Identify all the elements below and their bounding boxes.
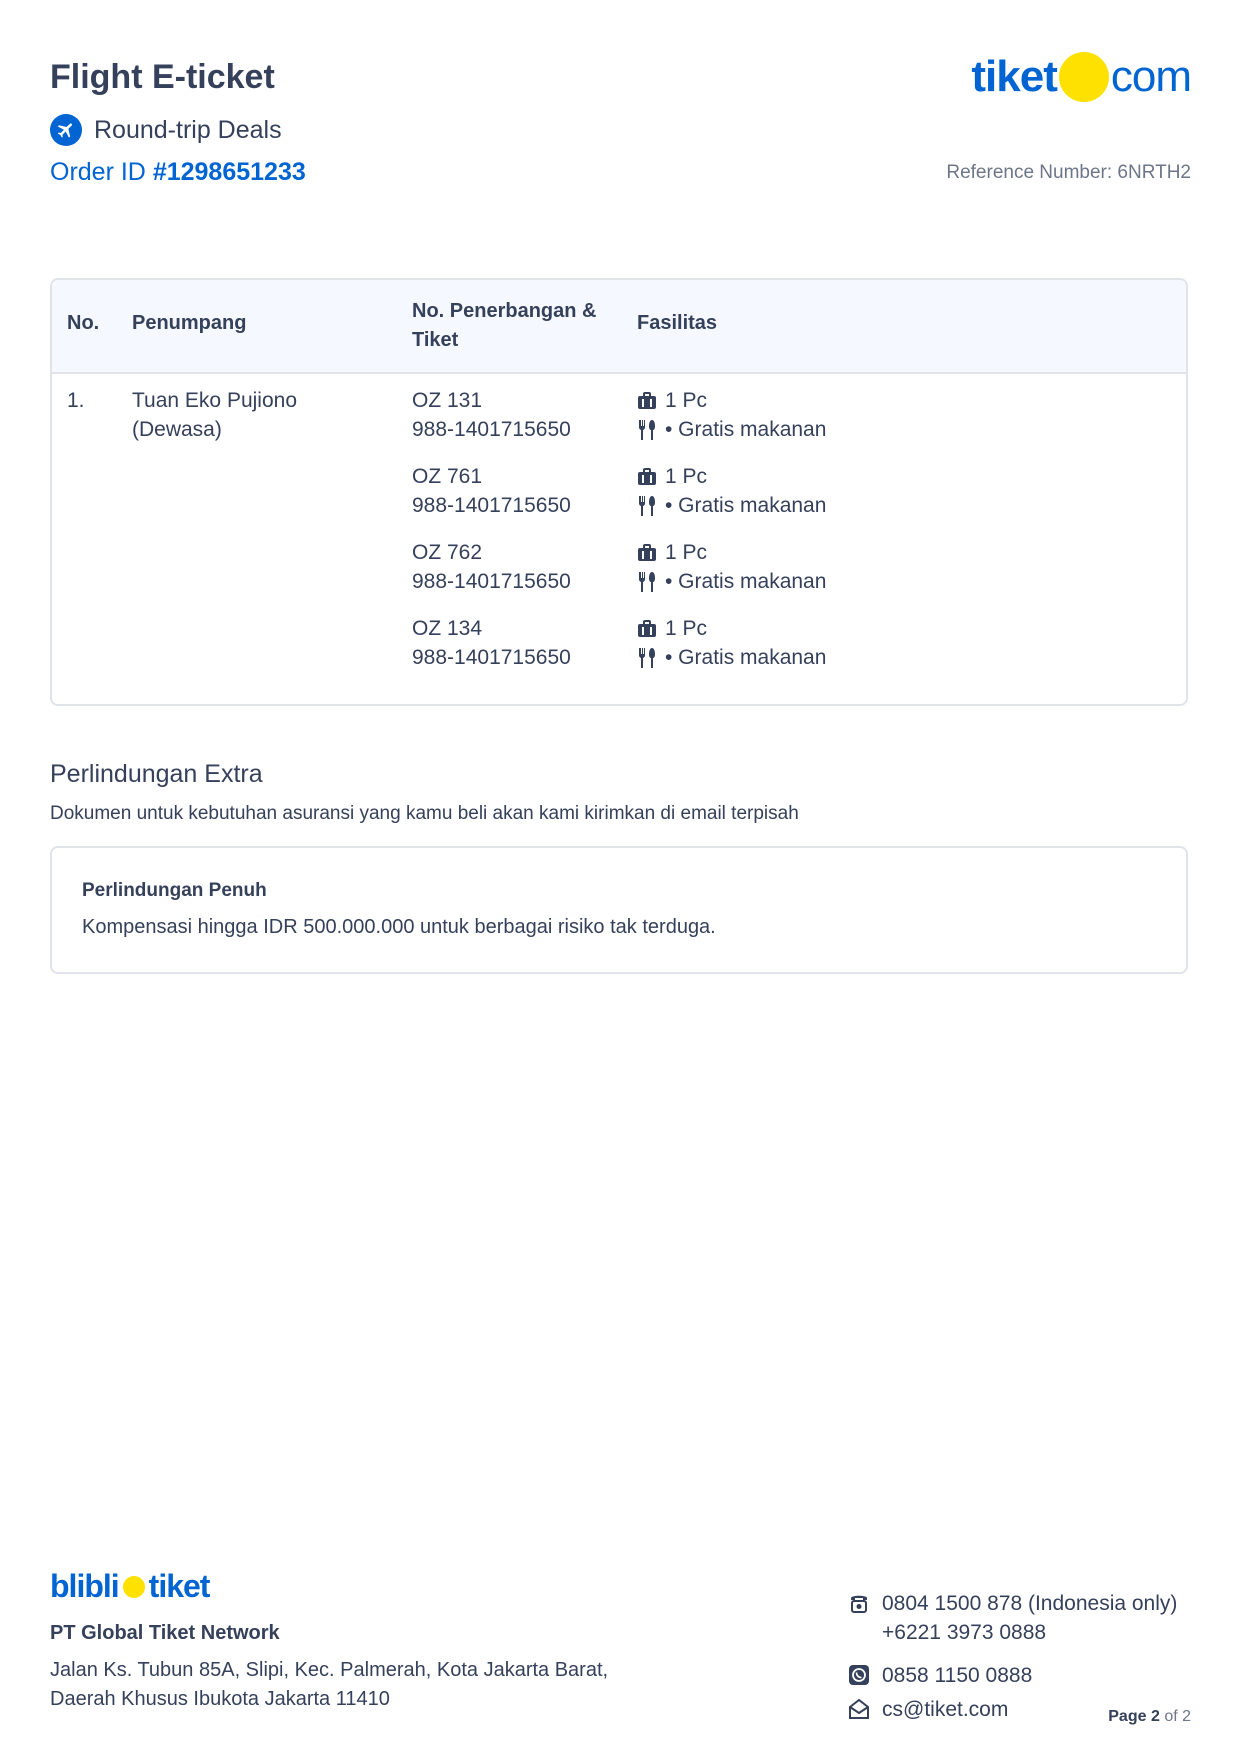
col-no: No. bbox=[67, 312, 100, 334]
order-id bbox=[50, 158, 306, 187]
baggage-icon bbox=[637, 620, 657, 638]
meal-icon bbox=[637, 495, 657, 517]
meal-info: • Gratis makanan bbox=[665, 494, 827, 517]
phone-secondary: +6221 3973 0888 bbox=[882, 1621, 1047, 1644]
page-number bbox=[1108, 1708, 1191, 1726]
tiket-logo bbox=[971, 52, 1191, 102]
logo-dot bbox=[1059, 52, 1109, 102]
phone-icon bbox=[848, 1592, 870, 1614]
page-title: Flight E-ticket bbox=[50, 58, 275, 96]
insurance-name: Perlindungan Penuh bbox=[82, 880, 267, 901]
facility-entry bbox=[637, 386, 826, 444]
baggage-icon bbox=[637, 544, 657, 562]
extra-protection-title: Perlindungan Extra bbox=[50, 760, 263, 788]
email-icon bbox=[848, 1698, 870, 1720]
page-label: Page 2 bbox=[1108, 1708, 1160, 1725]
flight-entry bbox=[412, 614, 571, 672]
baggage-allowance: 1 Pc bbox=[665, 389, 708, 412]
ticket-number: 988-1401715650 bbox=[412, 570, 571, 593]
table-header bbox=[52, 280, 1186, 374]
flight-entry bbox=[412, 386, 571, 444]
meal-icon bbox=[637, 647, 657, 669]
blibli-tiket-logo bbox=[50, 1568, 209, 1605]
passenger-name: Tuan Eko Pujiono bbox=[132, 389, 297, 412]
company-address bbox=[50, 1656, 710, 1714]
trip-type bbox=[50, 114, 282, 146]
extra-protection-description: Dokumen untuk kebutuhan asuransi yang kamu beli akan kami kirimkan di email terpisah bbox=[50, 803, 799, 824]
insurance-description: Kompensasi hingga IDR 500.000.000 untuk berbagai risiko tak terduga. bbox=[82, 916, 716, 938]
meal-info: • Gratis makanan bbox=[665, 570, 827, 593]
phone-contact bbox=[848, 1592, 1177, 1645]
email-contact bbox=[848, 1698, 1008, 1722]
trip-type-label: Round-trip Deals bbox=[94, 115, 282, 144]
ticket-number: 988-1401715650 bbox=[412, 646, 571, 669]
footer-logo-right: tiket bbox=[148, 1568, 210, 1604]
plane-icon bbox=[50, 114, 82, 146]
passenger-type: (Dewasa) bbox=[132, 418, 222, 441]
meal-info: • Gratis makanan bbox=[665, 418, 827, 441]
facility-entry bbox=[637, 462, 826, 520]
whatsapp-number: 0858 1150 0888 bbox=[882, 1664, 1033, 1687]
baggage-icon bbox=[637, 392, 657, 410]
baggage-allowance: 1 Pc bbox=[665, 617, 708, 640]
email-address: cs@tiket.com bbox=[882, 1698, 1009, 1721]
flight-entry bbox=[412, 538, 571, 596]
reference-number: Reference Number: 6NRTH2 bbox=[946, 162, 1191, 183]
address-line-2: Daerah Khusus Ibukota Jakarta 11410 bbox=[50, 1688, 390, 1710]
flight-number: OZ 761 bbox=[412, 465, 483, 488]
logo-text-right: com bbox=[1110, 52, 1191, 101]
baggage-allowance: 1 Pc bbox=[665, 541, 708, 564]
flight-number: OZ 134 bbox=[412, 617, 483, 640]
whatsapp-icon bbox=[848, 1664, 870, 1686]
order-id-label: Order ID bbox=[50, 158, 146, 186]
passenger-table bbox=[50, 278, 1188, 706]
meal-icon bbox=[637, 571, 657, 593]
flight-number: OZ 131 bbox=[412, 389, 483, 412]
facility-entry bbox=[637, 538, 826, 596]
footer-logo-left: blibli bbox=[50, 1568, 119, 1604]
flight-entry bbox=[412, 462, 571, 520]
flight-number: OZ 762 bbox=[412, 541, 483, 564]
footer-logo-dot bbox=[123, 1576, 145, 1598]
ticket-number: 988-1401715650 bbox=[412, 418, 571, 441]
col-facilities: Fasilitas bbox=[637, 312, 718, 334]
baggage-icon bbox=[637, 468, 657, 486]
meal-info: • Gratis makanan bbox=[665, 646, 827, 669]
passenger-name-cell bbox=[132, 386, 297, 444]
whatsapp-contact bbox=[848, 1664, 1032, 1688]
phone-primary: 0804 1500 878 (Indonesia only) bbox=[882, 1592, 1178, 1615]
baggage-allowance: 1 Pc bbox=[665, 465, 708, 488]
col-passenger: Penumpang bbox=[132, 312, 247, 334]
facility-entry bbox=[637, 614, 826, 672]
row-number: 1. bbox=[67, 389, 85, 412]
meal-icon bbox=[637, 419, 657, 441]
company-name: PT Global Tiket Network bbox=[50, 1622, 280, 1644]
order-id-value: #1298651233 bbox=[152, 158, 306, 186]
insurance-card bbox=[50, 846, 1188, 974]
address-line-1: Jalan Ks. Tubun 85A, Slipi, Kec. Palmerah, Kota Jakarta Barat, bbox=[50, 1659, 609, 1681]
col-flight-ticket: No. Penerbangan & Tiket bbox=[412, 300, 597, 351]
logo-text-left: tiket bbox=[971, 52, 1057, 101]
page-total: of 2 bbox=[1164, 1708, 1191, 1725]
ticket-number: 988-1401715650 bbox=[412, 494, 571, 517]
